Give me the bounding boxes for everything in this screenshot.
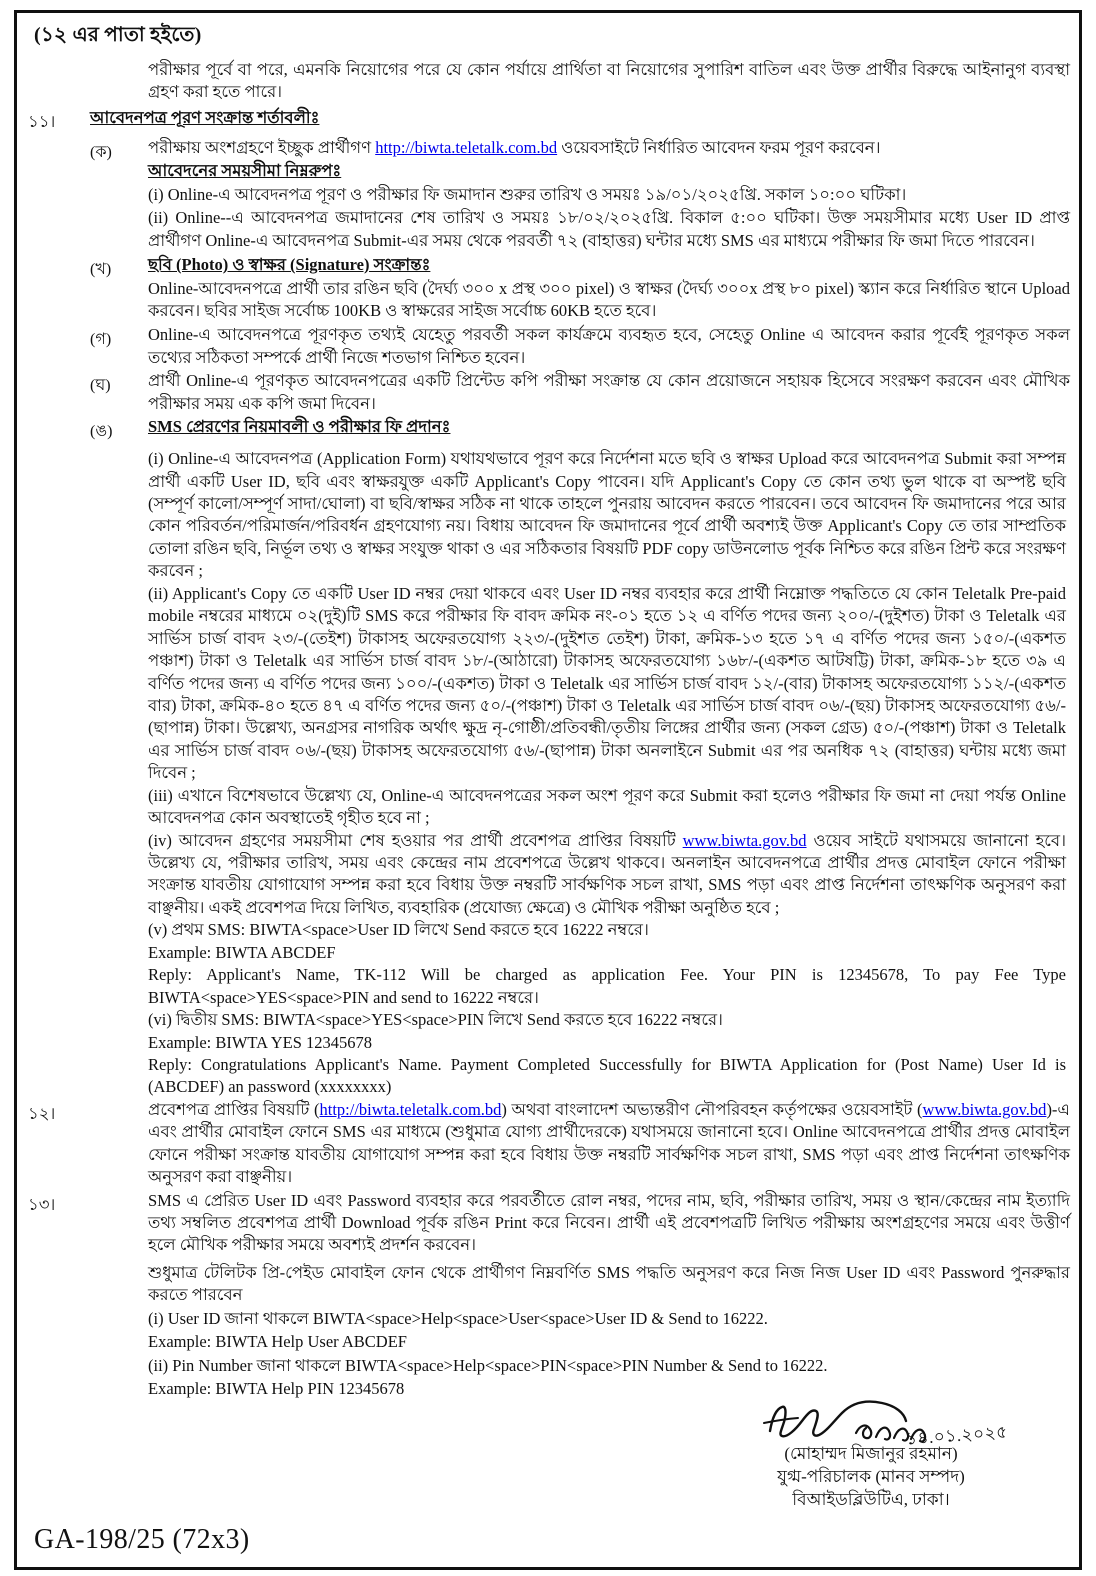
uo-item-i: (i) Online-এ আবেদনপত্র (Application Form) যথাযথভাবে পূরণ করে নির্দেশনা মতে ছবি ও স্বাক্ষর Upload করে আবেদনপত্র Submit করা সম্পন্ন প্রার্থী একটি User ID, ছবি এবং স্বাক্ষরযুক্ত একটি Applicant's Copy পাবেন। যদি Applicant's Copy তে কোন তথ্য ভুল থাকে বা অস্পষ্ট ছবি (সম্পূর্ণ কালো/সম্পূর্ণ সাদা/ঘোলা) বা ছবি/স্বাক্ষর সঠিক না থাকে তাহলে পুনরায় আবেদন করতে পারবেন। তবে আবেদন ফি জমাদানের পরে আর কোন পরিবর্তন/পরিমার্জন/পরিবর্ধন গ্রহণযোগ্য নয়। বিধায় আবেদন ফি জমাদানের পূর্বে প্রার্থী অবশ্যই উক্ত Applicant's Copy তে তার সাম্প্রতিক তোলা রঙিন ছবি, নির্ভূল তথ্য ও স্বাক্ষর সংযুক্ত থাকা ও এর সঠিকতার বিষয়টি PDF copy ডাউনলোড পূর্বক নিশ্চিত করে রঙিন প্রিন্ট করে সংরক্ষণ করবেন ; xyxy=(148,449,1066,581)
c12-after-link2: )-এ এবং প্রার্থীর মোবাইল ফোনে SMS এর মাধ্যমে (শুধুমাত্র যোগ্য প্রার্থীদেরকে) যথাসময়ে জানানো হবে। Online আবেদনপত্রে প্রার্থীর প্রদত্ত মোবাইল ফোনে পরীক্ষা সংক্রান্ত যাবতীয় যোগাযোগ সম্পন্ন করা হবে বিধায় উক্ত নম্বরটি সার্বক্ষণিক সচল রাখা, SMS পড়া এবং প্রাপ্ত নির্দেশনা তাৎক্ষণিক অনুসরণ করা বাঞ্ছনীয়। xyxy=(148,1099,1070,1187)
page-content xyxy=(28,20,1070,1564)
teletalk-url-link[interactable]: http://biwta.teletalk.com.bd xyxy=(375,137,558,157)
clause-11-ka-subtitle: আবেদনের সময়সীমা নিম্নরুপঃ xyxy=(148,161,342,181)
uo-item-iii: (iii) এখানে বিশেষভাবে উল্লেখ্য যে, Online-এ আবেদনপত্রের সকল অংশ পূরণ করে Submit করা হলেও পরীক্ষার ফি জমা না দেয়া পর্যন্ত Online আবেদনপত্র কোন অবস্থাতেই গৃহীত হবে না ; xyxy=(148,785,1066,828)
clause-11-gha-text: প্রার্থী Online-এ পূরণকৃত আবেদনপত্রের একটি প্রিন্টেড কপি পরীক্ষা সংক্রান্ত যে কোন প্রয়োজনে সহায়ক হিসেবে সংরক্ষণ করবেন এবং মৌখিক পরীক্ষার সময় এক কপি জমা দিবেন। xyxy=(148,371,1070,413)
clause-13-body xyxy=(148,1190,1070,1402)
clause-13-item-i: (i) User ID জানা থাকলে BIWTA<space>Help<space>User<space>User ID & Send to 16222. xyxy=(148,1308,768,1328)
clause-11-ka-row xyxy=(28,137,1070,253)
clause-11-kha-text: Online-আবেদনপত্রে প্রার্থী তার রঙিন ছবি (দৈর্ঘ্য ৩০০ x প্রস্থ ৩০০ pixel) ও স্বাক্ষর (দৈর্ঘ্য ৩০০x প্রস্থ ৮০ pixel) স্ক্যান করে নির্ধারিত স্থানে Upload করবেন। ছবির সাইজ সর্বোচ্চ 100KB ও স্বাক্ষরের সাইজ সর্বোচ্চ 60KB হতে হবে। xyxy=(148,278,1070,320)
clause-11-gha-row xyxy=(28,370,1070,415)
clause-13-item-i-example: Example: BIWTA Help User ABCDEF xyxy=(148,1332,407,1352)
signatory-name: (মোহাম্মদ মিজানুর রহমান) xyxy=(784,1444,958,1464)
clause-11-title-row xyxy=(28,107,1070,136)
clause-11-kha-row xyxy=(28,254,1070,323)
clause-11-ga-text: Online-এ আবেদনপত্রে পূরণকৃত তথ্যই যেহেতু পরবর্তী সকল কার্যক্রমে ব্যবহৃত হবে, সেহেতু Online এ আবেদন করার পূর্বেই পূরণকৃত সকল তথ্যের সঠিকতা সম্পর্কে প্রার্থী নিজে শতভাগ নিশ্চিত হবেন। xyxy=(148,325,1070,367)
clause-11-kha-title: ছবি (Photo) ও স্বাক্ষর (Signature) সংক্রান্তঃ xyxy=(148,255,431,275)
intro-clause-blank xyxy=(28,59,90,61)
sub-label-uo: (ঙ) xyxy=(90,423,113,441)
sub-label-gha: (ঘ) xyxy=(90,377,111,395)
clause-11-ka-line1 xyxy=(148,137,1070,159)
intro-row xyxy=(28,59,1070,104)
clause-11-number: ১১। xyxy=(28,111,56,131)
uo-item-iv xyxy=(148,830,1070,920)
signatory-organization: বিআইডব্লিউটিএ, ঢাকা। xyxy=(792,1490,950,1510)
signature-date: ১৪.০১.২০২৫ xyxy=(905,1422,1009,1449)
uo-item-ii: (ii) Applicant's Copy তে একটি User ID নম্বর দেয়া থাকবে এবং User ID নম্বর ব্যবহার করে প্রার্থী নিম্নোক্ত পদ্ধতিতে যে কোন Teletalk Pre-paid mobile নম্বরের মাধ্যমে ০২(দুই)টি SMS করে পরীক্ষার ফি বাবদ ক্রমিক নং-০১ হতে ১২ এ বর্ণিত পদের জন্য ২০০/-(দুইশত) টাকা ও Teletalk এর সার্ভিস চার্জ বাবদ ২৩/-(তেইশ) টাকাসহ অফেরতযোগ্য ২২৩/-(দুইশত তেইশ) টাকা, ক্রমিক-১৩ হতে ১৭ এ বর্ণিত পদের জন্য ১৫০/-(একশত পঞ্চাশ) টাকা ও Teletalk এর সার্ভিস চার্জ বাবদ ১৮/-(আঠারো) টাকাসহ অফেরতযোগ্য ১৬৮/-(একশত আটষট্টি) টাকা, ক্রমিক-১৮ হতে ৩৯ এ বর্ণিত পদের জন্য এ বর্ণিত পদের জন্য ১০০/-(একশত) টাকা ও Teletalk এর সার্ভিস চার্জ বাবদ ১২/-(বার) টাকাসহ অফেরতযোগ্য ১১২/-(একশত বার) টাকা, ক্রমিক-৪০ হতে ৪৭ এ বর্ণিত পদের জন্য ৫০/-(পঞ্চাশ) টাকা ও Teletalk এর সার্ভিস চার্জ বাবদ ০৬/-(ছয়) টাকাসহ অফেরতযোগ্য ৫৬/-(ছাপান্ন) টাকা। উল্লেখ্য, অনগ্রসর নাগরিক অর্থাৎ ক্ষুদ্র নৃ-গোষ্ঠী/প্রতিবন্ধী/তৃতীয় লিঙ্গের প্রার্থীর জন্য (সকল গ্রেড) ৫০/-(পঞ্চাশ) টাকা ও Teletalk এর সার্ভিস চার্জ বাবদ ০৬/-(ছয়) টাকাসহ অফেরতযোগ্য ৫৬/-(ছাপান্ন) টাকা অনলাইনে Submit এর পর অনধিক ৭২ (বাহাত্তর) ঘন্টায় মধ্যে জমা দিবেন ; xyxy=(148,583,1066,783)
uo-item-vi: (vi) দ্বিতীয় SMS: BIWTA<space>YES<space>PIN লিখে Send করতে হবে 16222 নম্বরে। xyxy=(148,1010,723,1030)
clause-11-kha-body xyxy=(148,254,1070,323)
uo-item-v-reply: Reply: Applicant's Name, TK-112 Will be charged as application Fee. Your PIN is 12345678, To pay Fee Type BIWTA<space>YES<space>PIN and send to 16222 নম্বরে। xyxy=(148,965,1066,1007)
clause-12-number: ১২। xyxy=(28,1103,56,1123)
clause-11-ka-item-i: (i) Online-এ আবেদনপত্র পূরণ ও পরীক্ষার ফি জমাদান শুরুর তারিখ ও সময়ঃ ১৯/০১/২০২৫খ্রি. সকাল ১০:০০ ঘটিকা। xyxy=(148,184,907,204)
clause-13-para-2: শুধুমাত্র টেলিটক প্রি-পেইড মোবাইল ফোন থেকে প্রার্থীগণ নিম্নবর্ণিত SMS পদ্ধতি অনুসরণ করে নিজ নিজ User ID এবং Password পুনরুদ্ধার করতে পারবেন xyxy=(148,1262,1070,1305)
clause-11-ga-row xyxy=(28,324,1070,369)
clause-13-item-ii-example: Example: BIWTA Help PIN 12345678 xyxy=(148,1379,405,1399)
clause-11-gha-gutter xyxy=(28,370,90,372)
continuation-note: (১২ এর পাতা হইতে) xyxy=(34,24,202,46)
biwta-gov-url-link-2[interactable]: www.biwta.gov.bd xyxy=(922,1099,1047,1119)
teletalk-url-link-2[interactable]: http://biwta.teletalk.com.bd xyxy=(319,1099,502,1119)
clause-11-title: আবেদনপত্র পূরণ সংক্রান্ত শর্তাবলীঃ xyxy=(90,107,320,127)
clause-11-ka-body xyxy=(148,137,1070,253)
clause-13-item-ii: (ii) Pin Number জানা থাকলে BIWTA<space>Help<space>PIN<space>PIN Number & Send to 16222. xyxy=(148,1355,828,1375)
sub-label-ga: (গ) xyxy=(90,331,112,349)
clause-13-number: ১৩। xyxy=(28,1194,56,1214)
uo-item-vi-example: Example: BIWTA YES 12345678 xyxy=(148,1032,372,1052)
clause-11-kha-gutter xyxy=(28,254,90,256)
clause-11-ga-gutter xyxy=(28,324,90,326)
uo-item-vi-reply: Reply: Congratulations Applicant's Name. Payment Completed Successfully for BIWTA Application for (Post Name) User Id is (ABCDEF) an password (xxxxxxxx) xyxy=(148,1054,1066,1097)
signature-block xyxy=(706,1393,1036,1512)
ka-text-after-link: ওয়েবসাইটে নির্ধারিত আবেদন ফরম পূরণ করবেন। xyxy=(557,137,881,157)
clause-11-ka-item-ii: (ii) Online--এ আবেদনপত্র জমাদানের শেষ তারিখ ও সময়ঃ ১৮/০২/২০২৫খ্রি. বিকাল ৫:০০ ঘটিকা। উক্ত সময়সীমার মধ্যে User ID প্রাপ্ত প্রার্থীগণ Online-এ আবেদনপত্র Submit-এর সময় থেকে পরবর্তী ৭২ (বাহাত্তর) ঘন্টার মধ্যে SMS এর মাধ্যমে পরীক্ষার ফি জমা দিতে পারবেন। xyxy=(148,208,1070,250)
clause-11-uo-row xyxy=(28,416,1070,445)
c12-before-link1: প্রবেশপত্র প্রাপ্তির বিষয়টি ( xyxy=(148,1099,320,1119)
clause-12-row xyxy=(28,1099,1070,1189)
clause-11-ka-gutter xyxy=(28,137,90,139)
sub-label-kha: (খ) xyxy=(90,261,112,279)
uo-item-v: (v) প্রথম SMS: BIWTA<space>User ID লিখে Send করতে হবে 16222 নম্বরে। xyxy=(148,920,649,940)
signatory-designation: যুগ্ম-পরিচালক (মানব সম্পদ) xyxy=(777,1467,965,1487)
clause-11-uo-title: SMS প্রেরণের নিয়মাবলী ও পরীক্ষার ফি প্রদানঃ xyxy=(148,417,451,437)
sub-label-ka: (ক) xyxy=(90,143,112,161)
ka-text-before-link: পরীক্ষায় অংশগ্রহণে ইচ্ছুক প্রার্থীগণ xyxy=(148,137,376,157)
biwta-gov-url-link[interactable]: www.biwta.gov.bd xyxy=(682,830,807,850)
clause-11-uo-gutter xyxy=(28,416,90,418)
clause-12-body xyxy=(148,1099,1070,1189)
item-iv-after-link: ওয়েব সাইটে যথাসময়ে জানানো হবে। উল্লেখ্য যে, পরীক্ষার তারিখ, সময় এবং কেন্দ্রের নাম প্রবেশপত্রে উল্লেখ থাকবে। অনলাইন আবেদনপত্রে প্রার্থীর প্রদত্ত মোবাইল ফোনে পরীক্ষা সংক্রান্ত যাবতীয় যোগাযোগ সম্পন্ন করা হবে বিধায় উক্ত নম্বরটি সার্বক্ষণিক সচল রাখা, SMS পড়া এবং প্রাপ্ত নির্দেশনা তাৎক্ষণিক অনুসরণ করা বাঞ্ছনীয়। একই প্রবেশপত্র দিয়ে লিখিত, ব্যবহারিক (প্রযোজ্য ক্ষেত্রে) ও মৌখিক পরীক্ষা অনুষ্ঠিত হবে ; xyxy=(148,830,1067,917)
c12-mid-text: ) অথবা বাংলাদেশ অভ্যন্তরীণ নৌপরিবহন কর্তৃপক্ষের ওয়েবসাইট ( xyxy=(501,1099,923,1119)
reference-code: GA-198/25 (72x3) xyxy=(34,1524,250,1555)
clause-13-row xyxy=(28,1190,1070,1402)
item-iv-before-link: (iv) আবেদন গ্রহণের সময়সীমা শেষ হওয়ার পর প্রার্থী প্রবেশপত্র প্রাপ্তির বিষয়টি xyxy=(148,830,683,850)
clause-13-para-1: SMS এ প্রেরিত User ID এবং Password ব্যবহার করে পরবর্তীতে রোল নম্বর, পদের নাম, ছবি, পরীক্ষার তারিখ, সময় ও স্থান/কেন্দ্রের নাম ইত্যাদি তথ্য সম্বলিত প্রবেশপত্র প্রার্থী Download পূর্বক রঙিন Print করে নিবেন। প্রার্থী এই প্রবেশপত্রটি লিখিত পরীক্ষায় অংশগ্রহণের সময়ে এবং উত্তীর্ণ হলে মৌখিক পরীক্ষার সময়ে অবশ্যই প্রদর্শন করবেন। xyxy=(148,1190,1070,1255)
uo-item-v-example: Example: BIWTA ABCDEF xyxy=(148,942,336,962)
intro-paragraph: পরীক্ষার পূর্বে বা পরে, এমনকি নিয়োগের পরে যে কোন পর্যায়ে প্রার্থিতা বা নিয়োগের সুপারিশ বাতিল এবং উক্ত প্রার্থীর বিরুদ্ধে আইনানুগ ব্যবস্থা গ্রহণ করা হতে পারে। xyxy=(148,60,1070,102)
handwritten-signature-icon xyxy=(706,1393,1036,1449)
